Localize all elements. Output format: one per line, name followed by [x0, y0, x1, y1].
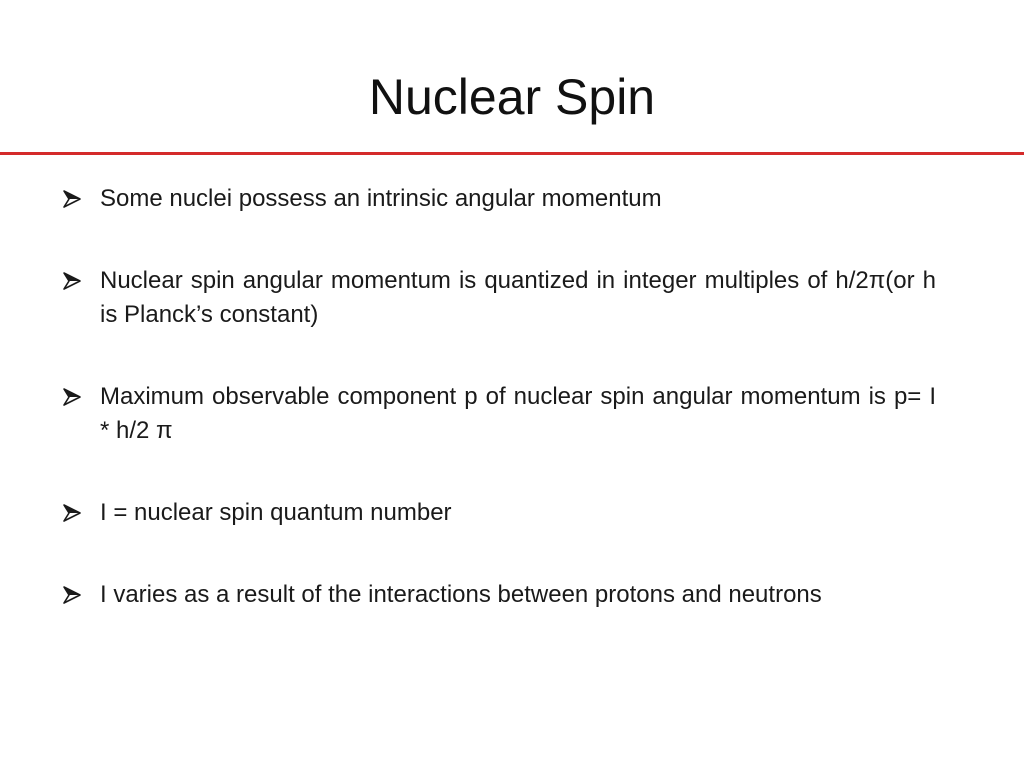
bullet-text: Some nuclei possess an intrinsic angular momentum — [100, 185, 662, 212]
bullet-text: I varies as a result of the interactions between protons and neutrons — [100, 581, 822, 608]
bullet-text: Nuclear spin angular momentum is quantized in integer multiples of h/2π(or h is Planck’s constant) — [100, 267, 936, 328]
arrowhead-bullet-icon — [62, 182, 100, 216]
slide-title: Nuclear Spin — [368, 69, 656, 125]
title-divider — [0, 152, 1024, 155]
bullet-list — [62, 182, 936, 612]
bullet-item — [62, 380, 936, 448]
bullet-item — [62, 496, 936, 530]
bullet-text: Maximum observable component p of nuclear spin angular momentum is p= I * h/2 π — [100, 383, 936, 444]
arrowhead-bullet-icon — [62, 380, 100, 414]
bullet-text: I = nuclear spin quantum number — [100, 499, 452, 526]
bullet-item — [62, 264, 936, 332]
arrowhead-bullet-icon — [62, 578, 100, 612]
arrowhead-bullet-icon — [62, 264, 100, 298]
bullet-item — [62, 578, 936, 612]
bullet-item — [62, 182, 936, 216]
arrowhead-bullet-icon — [62, 496, 100, 530]
